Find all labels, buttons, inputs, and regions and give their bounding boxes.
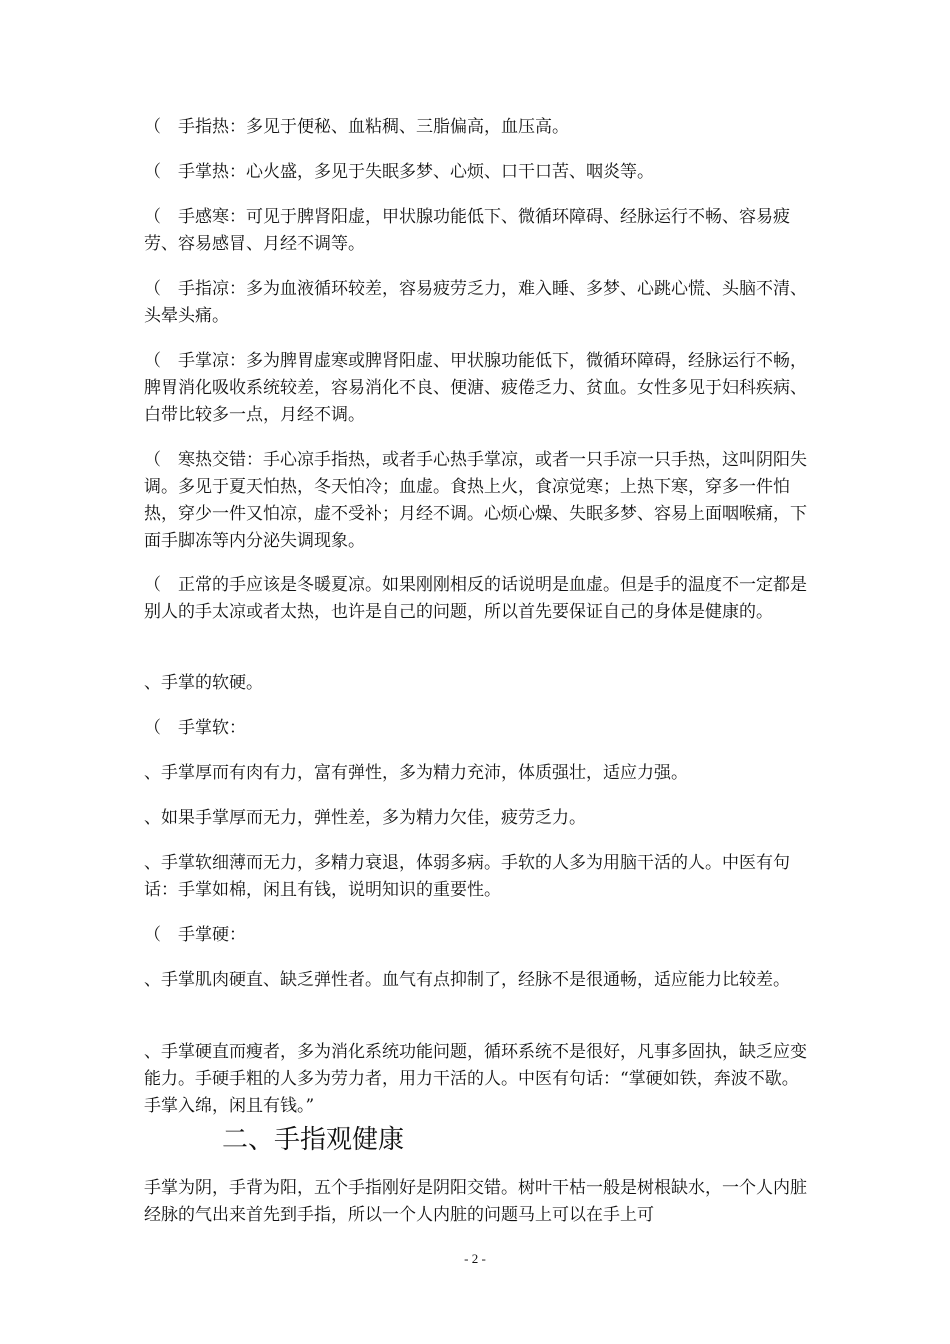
paragraph-normal-hand: （ 正常的手应该是冬暖夏凉。如果刚刚相反的话说明是血虚。但是手的温度不一定都是别人的手太凉或者太热，也许是自己的问题，所以首先要保证自己的身体是健康的。 — [144, 575, 807, 622]
paragraph-finger-intro: 手掌为阴，手背为阳，五个手指刚好是阴阳交错。树叶干枯一般是树根缺水，一个人内脏经脉的气出来首先到手指，所以一个人内脏的问题马上可以在手上可 — [144, 1178, 807, 1225]
paragraph-palm-soft: （ 手掌软： — [144, 718, 246, 738]
paragraph-cold-heat-mixed: （ 寒热交错：手心凉手指热，或者手心热手掌凉，或者一只手凉一只手热，这叫阴阳失调。多见于夏天怕热，冬天怕冷；血虚。食热上火，食凉觉寒；上热下寒，穿多一件怕热，穿少一件又怕凉，虚不受补；月经不调。心烦心燥、失眠多梦、容易上面咽喉痛，下面手脚冻等内分泌失调现象。 — [144, 450, 807, 551]
paragraph-hard-item-2: 、手掌硬直而瘦者，多为消化系统功能问题，循环系统不是很好，凡事多固执，缺乏应变能力。手硬手粗的人多为劳力者，用力干活的人。中医有句话：“掌硬如铁，奔波不歇。手掌入绵，闲且有钱。” — [144, 1042, 807, 1116]
paragraph-soft-item-1: 、手掌厚而有肉有力，富有弹性，多为精力充沛，体质强壮，适应力强。 — [144, 763, 688, 783]
paragraph-palm-softness-title: 、手掌的软硬。 — [144, 673, 263, 693]
paragraph-soft-item-3: 、手掌软细薄而无力，多精力衰退，体弱多病。手软的人多为用脑干活的人。中医有句话：手掌如棉，闲且有钱，说明知识的重要性。 — [144, 853, 790, 900]
paragraph-palm-hard: （ 手掌硬： — [144, 925, 246, 945]
paragraph-soft-item-2: 、如果手掌厚而无力，弹性差，多为精力欠佳，疲劳乏力。 — [144, 808, 586, 828]
paragraph-hand-cold-sense: （ 手感寒：可见于脾肾阳虚，甲状腺功能低下、微循环障碍、经脉运行不畅、容易疲劳、容易感冒、月经不调等。 — [144, 207, 790, 254]
paragraph-palm-heat: （ 手掌热：心火盛，多见于失眠多梦、心烦、口干口苦、咽炎等。 — [144, 162, 654, 182]
paragraph-hard-item-1: 、手掌肌肉硬直、缺乏弹性者。血气有点抑制了，经脉不是很通畅，适应能力比较差。 — [144, 970, 790, 990]
paragraph-palm-cool: （ 手掌凉：多为脾胃虚寒或脾肾阳虚、甲状腺功能低下，微循环障碍，经脉运行不畅，脾胃消化吸收系统较差，容易消化不良、便溏、疲倦乏力、贫血。女性多见于妇科疾病、白带比较多一点，月经不调。 — [144, 351, 807, 425]
section-heading: 二、手指观健康 — [222, 1125, 405, 1155]
page-number: - 2 - — [464, 1251, 486, 1266]
paragraph-finger-heat: （ 手指热：多见于便秘、血粘稠、三脂偏高，血压高。 — [144, 117, 569, 137]
paragraph-finger-cool: （ 手指凉：多为血液循环较差，容易疲劳乏力，难入睡、多梦、心跳心慌、头脑不清、头晕头痛。 — [144, 279, 807, 326]
